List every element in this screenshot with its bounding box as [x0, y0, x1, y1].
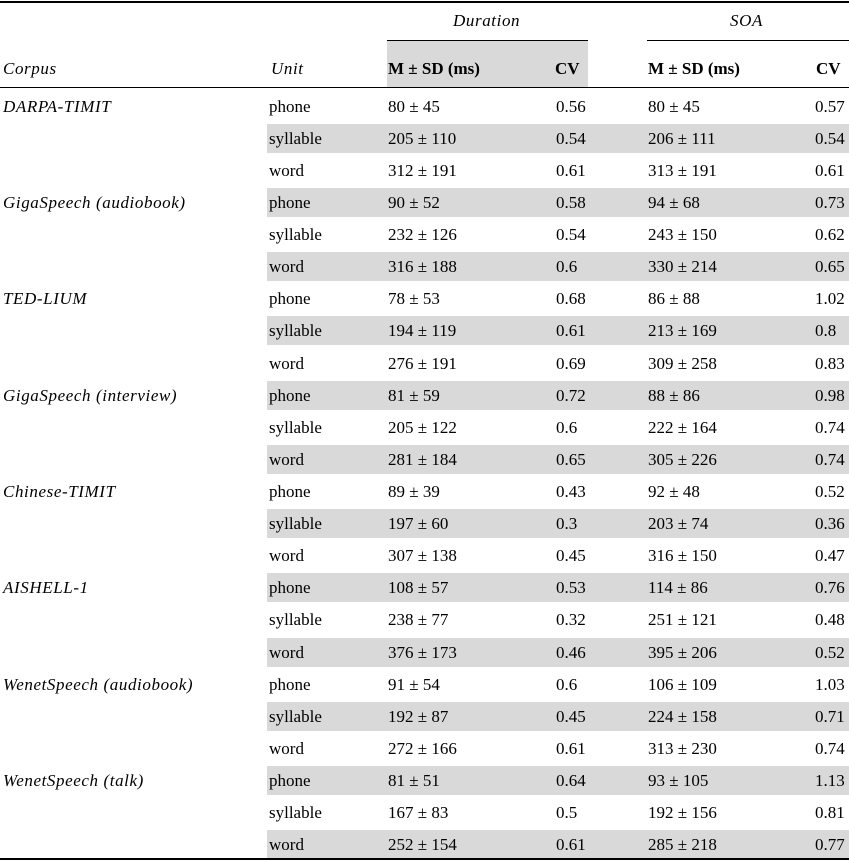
- soa-cv-cell: 0.74: [815, 450, 845, 469]
- duration-msd-cell: 91 ± 54: [388, 675, 440, 694]
- duration-msd-cell: 108 ± 57: [388, 578, 449, 597]
- duration-msd-cell: 89 ± 39: [388, 482, 440, 501]
- soa-cv-cell: 1.03: [815, 675, 845, 694]
- duration-cv-cell: 0.61: [556, 161, 586, 180]
- duration-msd-cell: 81 ± 51: [388, 771, 440, 790]
- unit-cell: syllable: [269, 803, 322, 822]
- soa-cv-cell: 0.81: [815, 803, 845, 822]
- bottom-rule: [0, 858, 849, 860]
- duration-cv-cell: 0.3: [556, 514, 578, 533]
- duration-cv-cell: 0.6: [556, 418, 578, 437]
- unit-cell: word: [269, 257, 304, 276]
- unit-cell: phone: [269, 386, 311, 405]
- soa-cv-cell: 0.65: [815, 257, 845, 276]
- duration-cv-cell: 0.5: [556, 803, 578, 822]
- duration-msd-cell: 205 ± 110: [388, 129, 457, 148]
- soa-msd-cell: 224 ± 158: [648, 707, 717, 726]
- duration-cv-cell: 0.54: [556, 129, 586, 148]
- soa-msd-cell: 92 ± 48: [648, 482, 700, 501]
- soa-cv-cell: 0.57: [815, 97, 845, 116]
- corpus-cell: WenetSpeech (audiobook): [3, 675, 194, 694]
- soa-cv-cell: 0.48: [815, 610, 845, 629]
- soa-msd-cell: 222 ± 164: [648, 418, 717, 437]
- corpus-cell: DARPA-TIMIT: [3, 97, 112, 116]
- duration-cv-cell: 0.72: [556, 386, 586, 405]
- table-row: [0, 91, 849, 122]
- duration-msd-cell: 205 ± 122: [388, 418, 457, 437]
- soa-msd-cell: 285 ± 218: [648, 835, 717, 854]
- unit-cell: phone: [269, 578, 311, 597]
- table-row: [0, 123, 849, 154]
- duration-cv-cell: 0.46: [556, 643, 586, 662]
- duration-msd-cell: 232 ± 126: [388, 225, 457, 244]
- duration-cv-cell: 0.43: [556, 482, 586, 501]
- table-row: [0, 348, 849, 379]
- corpus-cell: AISHELL-1: [3, 578, 89, 597]
- duration-msd-cell: 78 ± 53: [388, 289, 440, 308]
- duration-msd-cell: 194 ± 119: [388, 321, 457, 340]
- corpus-cell: TED-LIUM: [3, 289, 88, 308]
- duration-cv-column-header: CV: [555, 59, 580, 78]
- table-row: [0, 604, 849, 635]
- soa-msd-cell: 80 ± 45: [648, 97, 700, 116]
- soa-msd-cell: 106 ± 109: [648, 675, 717, 694]
- table-row: [0, 283, 849, 314]
- table-row: [0, 315, 849, 346]
- duration-msd-cell: 80 ± 45: [388, 97, 440, 116]
- soa-cv-cell: 0.36: [815, 514, 845, 533]
- soa-cv-cell: 0.74: [815, 739, 845, 758]
- top-rule: [0, 1, 849, 3]
- unit-cell: phone: [269, 482, 311, 501]
- duration-cv-cell: 0.65: [556, 450, 586, 469]
- duration-cv-cell: 0.61: [556, 739, 586, 758]
- duration-cv-cell: 0.61: [556, 835, 586, 854]
- unit-cell: word: [269, 643, 304, 662]
- soa-msd-cell: 313 ± 191: [648, 161, 717, 180]
- table-row: [0, 251, 849, 282]
- soa-cv-cell: 1.13: [815, 771, 845, 790]
- soa-group-header: SOA: [730, 11, 763, 30]
- soa-msd-cell: 213 ± 169: [648, 321, 717, 340]
- duration-msd-cell: 238 ± 77: [388, 610, 449, 629]
- unit-cell: syllable: [269, 321, 322, 340]
- duration-msd-cell: 197 ± 60: [388, 514, 449, 533]
- duration-msd-cell: 252 ± 154: [388, 835, 457, 854]
- duration-msd-cell: 281 ± 184: [388, 450, 457, 469]
- corpus-cell: GigaSpeech (interview): [3, 386, 178, 405]
- soa-msd-cell: 305 ± 226: [648, 450, 717, 469]
- duration-msd-cell: 272 ± 166: [388, 739, 457, 758]
- soa-cv-cell: 0.76: [815, 578, 845, 597]
- soa-cv-cell: 0.61: [815, 161, 845, 180]
- table-row: [0, 765, 849, 796]
- duration-cv-cell: 0.6: [556, 257, 578, 276]
- duration-msd-column-header: M ± SD (ms): [388, 59, 480, 78]
- soa-cv-cell: 0.98: [815, 386, 845, 405]
- duration-cv-cell: 0.45: [556, 707, 586, 726]
- unit-cell: word: [269, 161, 304, 180]
- corpus-cell: WenetSpeech (talk): [3, 771, 144, 790]
- unit-cell: syllable: [269, 418, 322, 437]
- corpus-cell: Chinese-TIMIT: [3, 482, 116, 501]
- soa-msd-cell: 206 ± 111: [648, 129, 716, 148]
- unit-cell: word: [269, 450, 304, 469]
- table-row: [0, 797, 849, 828]
- table-row: [0, 380, 849, 411]
- duration-msd-cell: 376 ± 173: [388, 643, 457, 662]
- duration-msd-cell: 90 ± 52: [388, 193, 440, 212]
- soa-msd-cell: 86 ± 88: [648, 289, 700, 308]
- table-row: [0, 669, 849, 700]
- table-row: [0, 508, 849, 539]
- soa-msd-cell: 94 ± 68: [648, 193, 700, 212]
- duration-msd-cell: 316 ± 188: [388, 257, 457, 276]
- unit-cell: phone: [269, 771, 311, 790]
- table-row: [0, 444, 849, 475]
- unit-cell: syllable: [269, 610, 322, 629]
- corpus-column-header: Corpus: [3, 59, 57, 78]
- soa-cv-cell: 0.54: [815, 129, 845, 148]
- soa-cv-cell: 0.83: [815, 354, 845, 373]
- unit-column-header: Unit: [271, 59, 304, 78]
- soa-cv-cell: 0.52: [815, 643, 845, 662]
- duration-cv-cell: 0.6: [556, 675, 578, 694]
- table-row: [0, 476, 849, 507]
- duration-cv-cell: 0.64: [556, 771, 586, 790]
- soa-msd-cell: 313 ± 230: [648, 739, 717, 758]
- table-row: [0, 733, 849, 764]
- unit-cell: word: [269, 546, 304, 565]
- duration-cv-cell: 0.69: [556, 354, 586, 373]
- duration-group-line: [387, 40, 588, 41]
- header-rule: [0, 87, 849, 88]
- table-row: [0, 829, 849, 860]
- unit-cell: syllable: [269, 514, 322, 533]
- unit-cell: word: [269, 835, 304, 854]
- soa-cv-cell: 0.73: [815, 193, 845, 212]
- soa-msd-cell: 316 ± 150: [648, 546, 717, 565]
- table-row: [0, 155, 849, 186]
- soa-cv-cell: 0.62: [815, 225, 845, 244]
- unit-cell: phone: [269, 97, 311, 116]
- duration-cv-cell: 0.58: [556, 193, 586, 212]
- soa-msd-cell: 114 ± 86: [648, 578, 708, 597]
- soa-msd-cell: 93 ± 105: [648, 771, 709, 790]
- duration-msd-cell: 307 ± 138: [388, 546, 457, 565]
- soa-msd-cell: 203 ± 74: [648, 514, 709, 533]
- soa-msd-cell: 192 ± 156: [648, 803, 717, 822]
- soa-group-line: [647, 40, 849, 41]
- soa-msd-cell: 330 ± 214: [648, 257, 717, 276]
- soa-msd-cell: 395 ± 206: [648, 643, 717, 662]
- unit-cell: syllable: [269, 129, 322, 148]
- soa-msd-cell: 243 ± 150: [648, 225, 717, 244]
- table-row: [0, 572, 849, 603]
- table-row: [0, 637, 849, 668]
- table-row: [0, 412, 849, 443]
- soa-cv-cell: 0.8: [815, 321, 837, 340]
- unit-cell: phone: [269, 193, 311, 212]
- duration-cv-cell: 0.45: [556, 546, 586, 565]
- unit-cell: syllable: [269, 225, 322, 244]
- soa-cv-cell: 0.47: [815, 546, 845, 565]
- duration-cv-cell: 0.56: [556, 97, 586, 116]
- soa-cv-column-header: CV: [816, 59, 841, 78]
- duration-msd-cell: 167 ± 83: [388, 803, 449, 822]
- soa-cv-cell: 1.02: [815, 289, 845, 308]
- soa-cv-cell: 0.52: [815, 482, 845, 501]
- duration-group-header: Duration: [453, 11, 521, 30]
- duration-cv-cell: 0.68: [556, 289, 586, 308]
- unit-cell: syllable: [269, 707, 322, 726]
- soa-msd-cell: 251 ± 121: [648, 610, 717, 629]
- duration-cv-cell: 0.53: [556, 578, 586, 597]
- duration-msd-cell: 192 ± 87: [388, 707, 449, 726]
- table-row: [0, 701, 849, 732]
- duration-cv-cell: 0.61: [556, 321, 586, 340]
- unit-cell: word: [269, 739, 304, 758]
- duration-msd-cell: 276 ± 191: [388, 354, 457, 373]
- soa-msd-column-header: M ± SD (ms): [648, 59, 740, 78]
- soa-msd-cell: 309 ± 258: [648, 354, 717, 373]
- table-row: [0, 540, 849, 571]
- duration-cv-cell: 0.32: [556, 610, 586, 629]
- soa-cv-cell: 0.71: [815, 707, 845, 726]
- unit-cell: phone: [269, 675, 311, 694]
- table-row: [0, 219, 849, 250]
- soa-cv-cell: 0.74: [815, 418, 845, 437]
- duration-msd-cell: 81 ± 59: [388, 386, 440, 405]
- table-row: [0, 187, 849, 218]
- soa-cv-cell: 0.77: [815, 835, 845, 854]
- unit-cell: phone: [269, 289, 311, 308]
- duration-msd-cell: 312 ± 191: [388, 161, 457, 180]
- corpus-cell: GigaSpeech (audiobook): [3, 193, 186, 212]
- soa-msd-cell: 88 ± 86: [648, 386, 700, 405]
- duration-cv-cell: 0.54: [556, 225, 586, 244]
- unit-cell: word: [269, 354, 304, 373]
